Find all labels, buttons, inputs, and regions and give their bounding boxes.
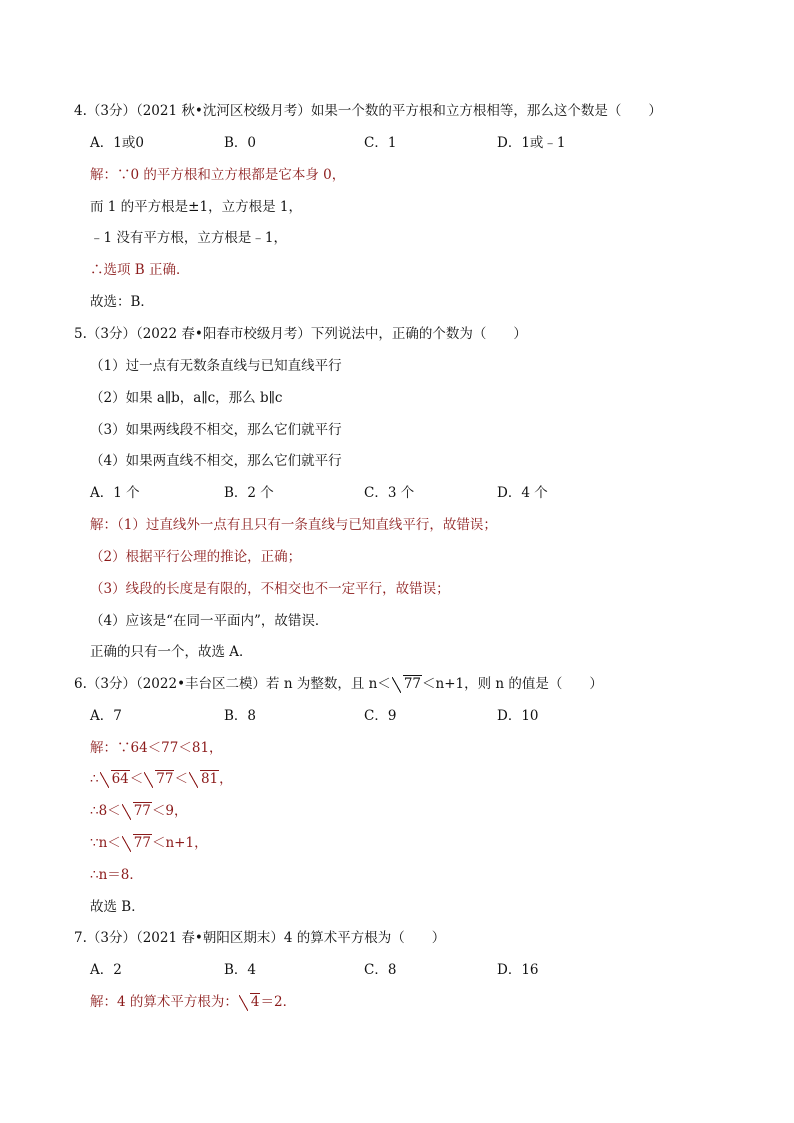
q6-sol2-radicand-1: 64 [111, 771, 129, 787]
q6-sol2-radicand-2: 77 [156, 771, 174, 787]
q5-option-b: B．2 个 [224, 485, 274, 501]
q6-stem-text-b: ＜n+1，则 n 的值是（ ） [422, 676, 603, 692]
q6-stem-radicand: 77 [403, 676, 421, 692]
q6-sol2-radical-3 [189, 770, 219, 788]
q5-option-d: D．4 个 [497, 485, 548, 501]
q6-sol3-radical [122, 802, 152, 820]
q6-solution-line-2 [90, 770, 233, 788]
q5-option-c: C．3 个 [364, 485, 415, 501]
q7-option-c: C．8 [364, 962, 397, 978]
q6-option-d: D．10 [497, 708, 539, 724]
q6-sol2-end: ， [219, 771, 233, 787]
q6-solution-line-5: ∴n＝8． [90, 867, 143, 883]
q5-solution-line-4: （4）应该是“在同一平面内”，故错误． [90, 613, 329, 629]
q5-solution-line-2: （2）根据平行公理的推论，正确； [90, 549, 302, 565]
q7-sol-text-b: ＝2． [260, 994, 297, 1010]
q5-solution-line-5: 正确的只有一个，故选 A． [90, 644, 253, 660]
q5-statement-1: （1）过一点有无数条直线与已知直线平行 [90, 358, 342, 374]
q4-option-b: B．0 [224, 135, 257, 151]
q5-statement-2: （2）如果 a∥b，a∥c，那么 b∥c [90, 390, 283, 406]
q6-sol4-text-a: ∵n＜ [90, 835, 121, 851]
q6-sol3-text-a: ∴8＜ [90, 803, 121, 819]
q6-sol4-radicand: 77 [133, 835, 151, 851]
q6-sol2-radical-1 [100, 770, 130, 788]
q6-solution-line-4 [90, 834, 208, 852]
q5-option-a: A．1 个 [90, 485, 140, 501]
q6-sol2-therefore: ∴ [90, 771, 99, 787]
q5-solution-line-1: 解：（1）过直线外一点有且只有一条直线与已知直线平行，故错误； [90, 517, 497, 533]
q6-sol2-lt-2: ＜ [174, 771, 188, 787]
q7-option-d: D．16 [497, 962, 539, 978]
q6-sol4-text-b: ＜n+1， [151, 835, 208, 851]
q6-option-b: B．8 [224, 708, 257, 724]
q6-sol2-radical-2 [144, 770, 174, 788]
q6-stem-text-a: 6.（3分）（2022•丰台区二模）若 n 为整数，且 n＜ [74, 676, 391, 692]
q7-sol-radicand: 4 [250, 994, 260, 1010]
q6-sol2-lt-1: ＜ [129, 771, 144, 787]
q6-option-a: A．7 [90, 708, 122, 724]
q7-sol-text-a: 解：4 的算术平方根为： [90, 994, 238, 1010]
q4-solution-line-3: ﹣1 没有平方根，立方根是﹣1， [90, 230, 287, 246]
q7-stem: 7.（3分）（2021 春•朝阳区期末）4 的算术平方根为（ ） [74, 930, 446, 946]
q6-sol4-radical [122, 834, 152, 852]
q7-option-b: B．4 [224, 962, 257, 978]
q6-solution-line-3 [90, 802, 187, 820]
q4-option-d: D．1或﹣1 [497, 135, 566, 151]
q5-solution-line-3: （3）线段的长度是有限的，不相交也不一定平行，故错误； [90, 581, 450, 597]
q6-sol2-radicand-3: 81 [200, 771, 219, 787]
q6-option-c: C．9 [364, 708, 397, 724]
q6-solution-line-6: 故选 B． [90, 899, 145, 915]
q4-stem: 4.（3分）（2021 秋•沈河区校级月考）如果一个数的平方根和立方根相等，那么这个数是（ ） [74, 103, 662, 119]
q5-stem: 5.（3分）（2022 春•阳春市校级月考）下列说法中，正确的个数为（ ） [74, 326, 527, 342]
q6-sol3-text-b: ＜9， [151, 803, 188, 819]
q7-solution-line-1 [90, 993, 296, 1011]
q4-solution-line-1: 解：∵0 的平方根和立方根都是它本身 0， [90, 167, 346, 183]
q4-solution-line-5: 故选：B． [90, 294, 154, 310]
q7-sol-radical [239, 993, 261, 1011]
q4-option-a: A．1或0 [90, 135, 144, 151]
q5-statement-4: （4）如果两直线不相交，那么它们就平行 [90, 453, 342, 469]
q4-solution-line-2: 而 1 的平方根是±1，立方根是 1， [90, 199, 302, 215]
q5-statement-3: （3）如果两线段不相交，那么它们就平行 [90, 422, 342, 438]
q6-solution-line-1: 解：∵64＜77＜81， [90, 740, 223, 756]
q6-sol3-radicand: 77 [133, 803, 151, 819]
q6-stem-radical [392, 675, 422, 693]
q4-solution-line-4: ∴选项 B 正确． [90, 262, 190, 278]
q7-option-a: A．2 [90, 962, 122, 978]
q4-option-c: C．1 [364, 135, 397, 151]
q6-stem [74, 675, 603, 693]
